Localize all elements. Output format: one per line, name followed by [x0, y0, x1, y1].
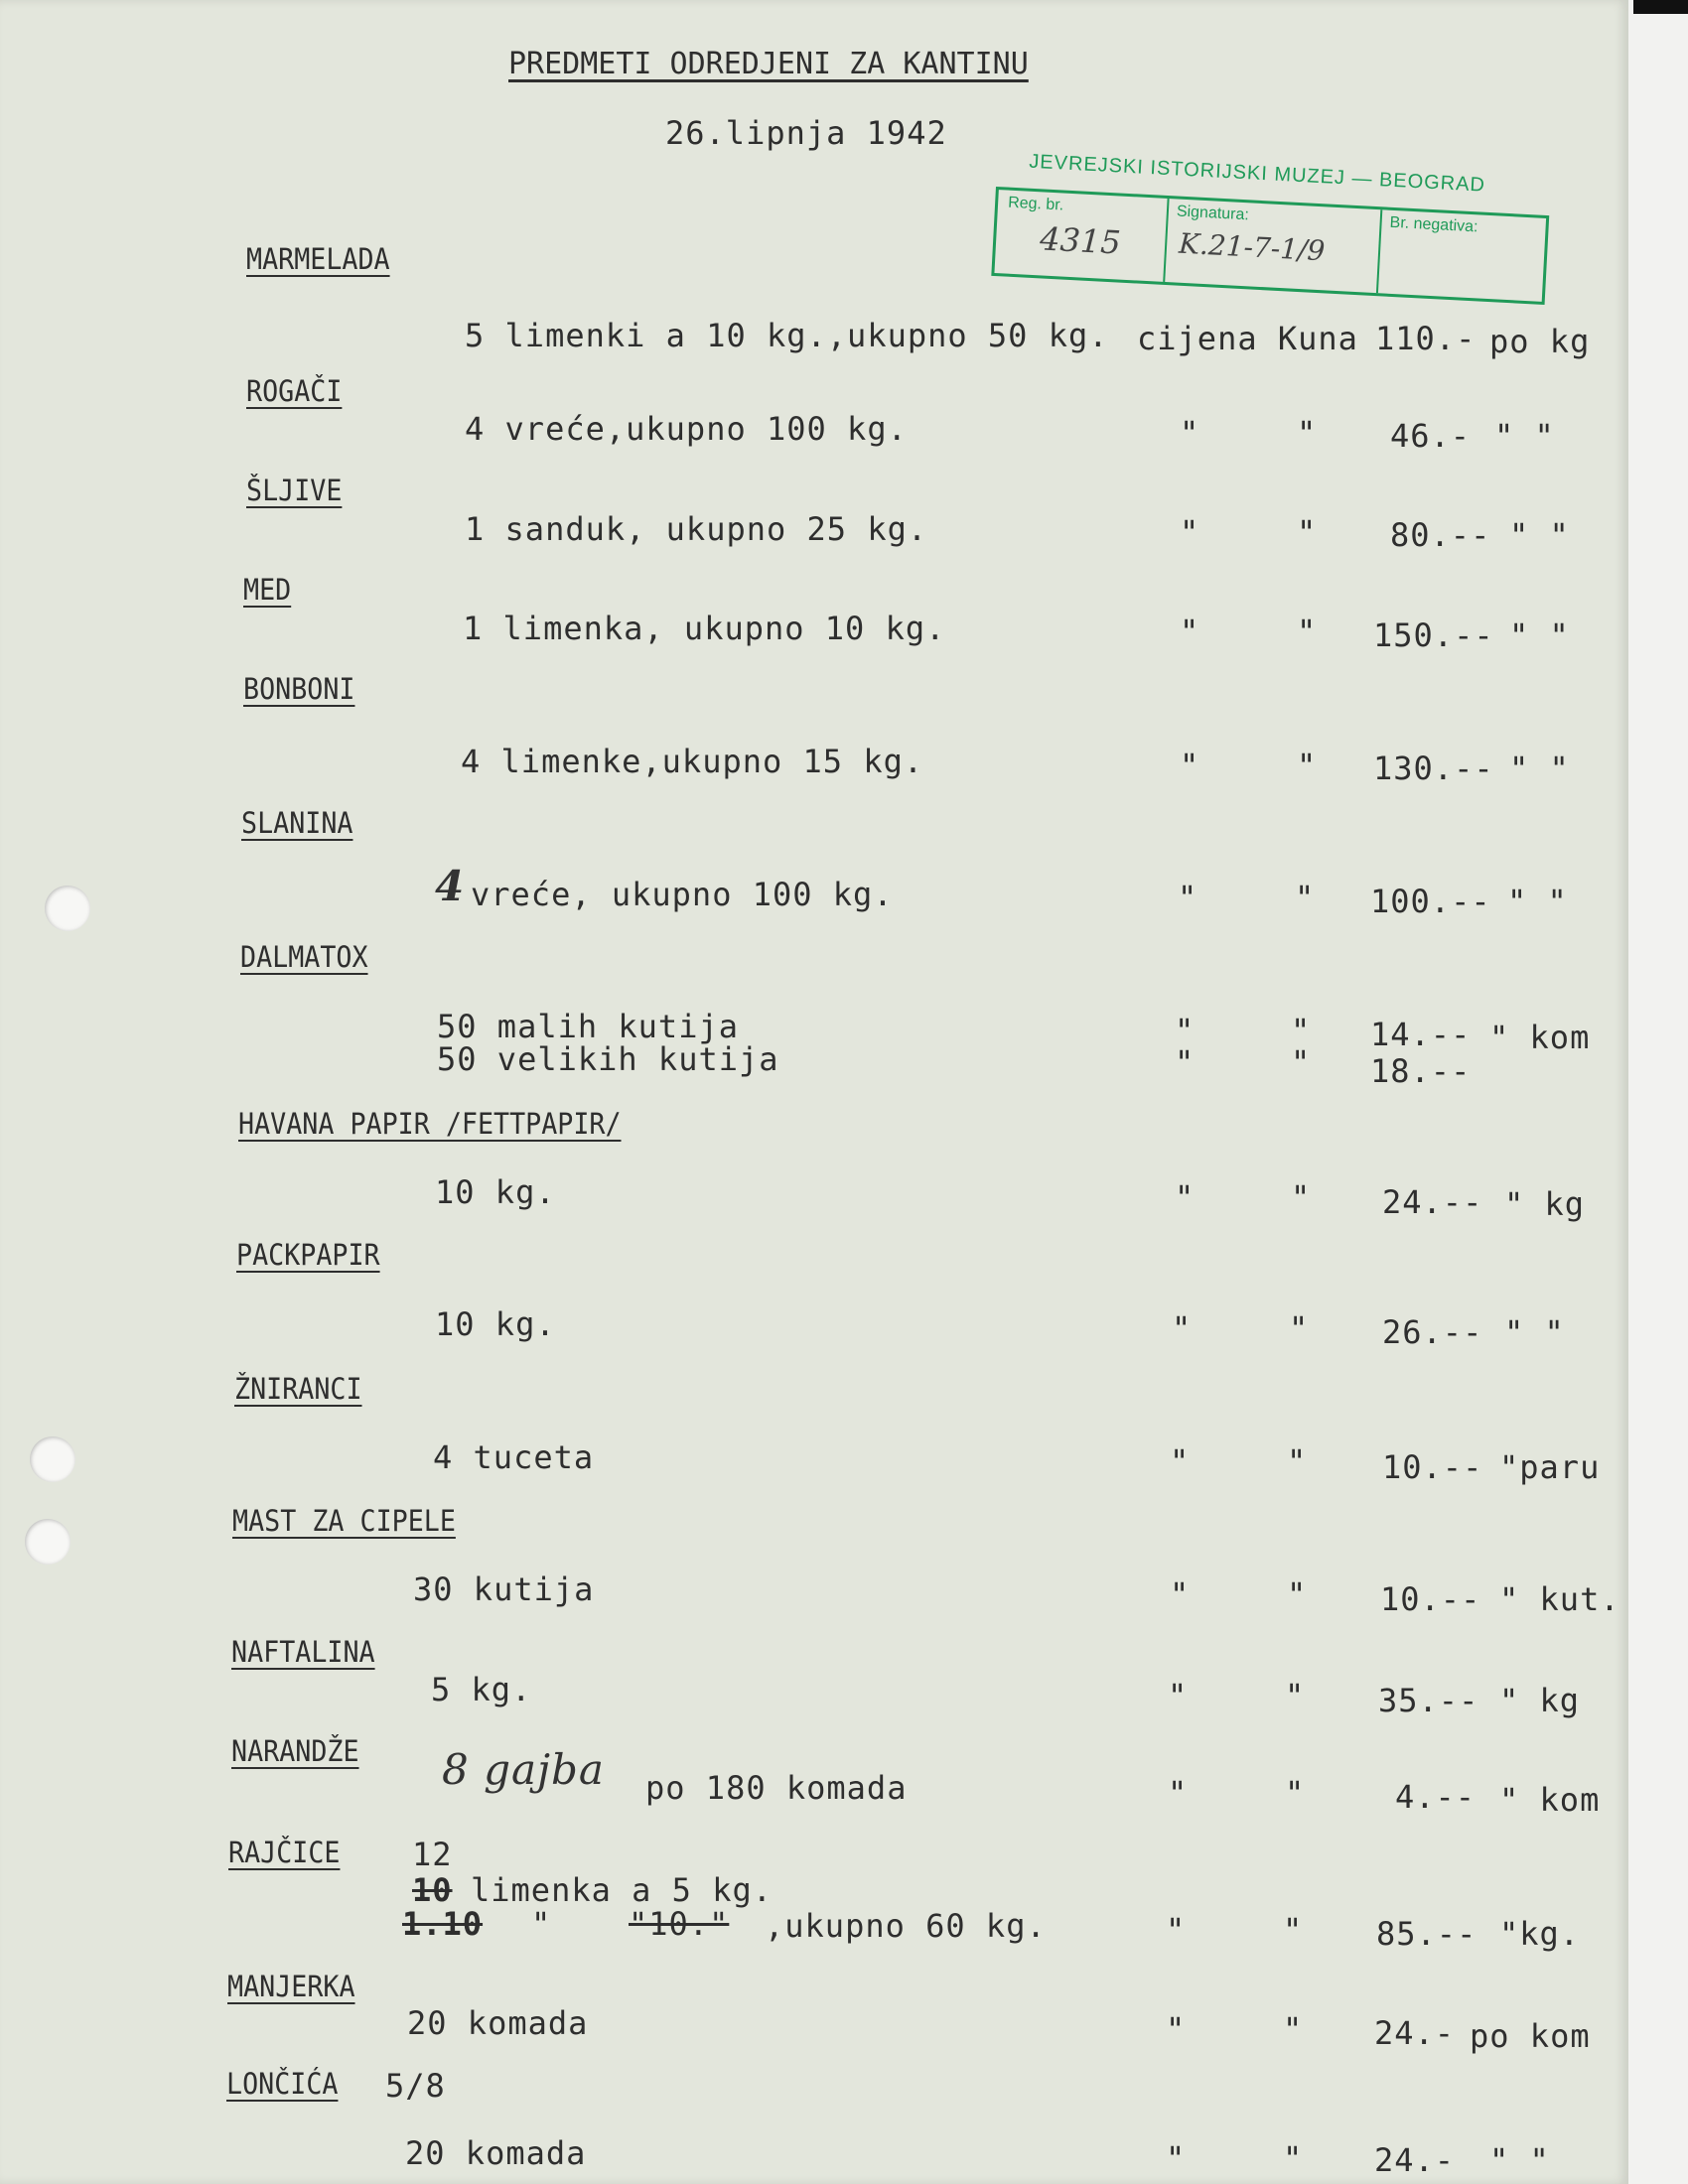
ditto-mark: "	[1285, 1774, 1306, 1812]
document-date: 26.lipnja 1942	[665, 114, 947, 152]
item-price-2: 18.--	[1370, 1052, 1472, 1090]
item-description: 50 malih kutija	[437, 1008, 739, 1045]
item-unit: "kg.	[1499, 1915, 1581, 1953]
item-description: 4 limenke,ukupno 15 kg.	[461, 743, 924, 780]
item-description: limenka a 5 kg.	[471, 1871, 773, 1909]
stamp-sig-cell	[1163, 199, 1382, 293]
item-name: ROGAČI	[246, 374, 343, 408]
item-price: 10.--	[1382, 1448, 1483, 1486]
stamp-box	[991, 187, 1549, 305]
ditto-mark: "	[1170, 1575, 1191, 1613]
stamp-neg-label: Br. negativa:	[1389, 213, 1478, 236]
item-name: DALMATOX	[240, 940, 368, 974]
ditto-mark: "	[1287, 1575, 1308, 1613]
ditto-mark: "	[1166, 2139, 1187, 2177]
item-unit: "paru	[1499, 1448, 1601, 1486]
item-price: 46.-	[1390, 417, 1472, 455]
ditto-mark: "	[1180, 613, 1200, 650]
stamp-reg-cell	[994, 190, 1169, 282]
item-name: ŽNIRANCI	[234, 1372, 362, 1406]
item-description: vreće, ukupno 100 kg.	[471, 876, 894, 913]
struck-number: 10	[412, 1871, 453, 1909]
item-price: 150.--	[1373, 616, 1494, 654]
ditto-mark: "	[1283, 2139, 1304, 2177]
stamp-neg-cell	[1376, 209, 1543, 301]
item-price: 100.--	[1370, 883, 1491, 920]
item-description-2: 50 velikih kutija	[437, 1040, 779, 1078]
ditto-mark: "	[1180, 513, 1200, 551]
item-price: 10.--	[1380, 1580, 1481, 1618]
ditto-mark: "	[1178, 879, 1198, 916]
item-description: 20 komada	[407, 2004, 589, 2042]
item-unit: " kut.	[1499, 1580, 1620, 1618]
ditto-mark: "	[1172, 1309, 1193, 1347]
item-name: MAST ZA CIPELE	[232, 1504, 456, 1538]
ditto-mark: "	[1175, 1012, 1196, 1049]
punch-hole	[30, 1436, 75, 1482]
ditto-mark: "	[1180, 414, 1200, 452]
struck-number: 1.10	[402, 1905, 484, 1943]
museum-stamp	[990, 149, 1553, 327]
item-unit: " "	[1509, 750, 1570, 787]
item-name: MED	[243, 573, 292, 607]
item-name: RAJČICE	[228, 1836, 341, 1869]
ditto-mark: "	[1291, 1178, 1312, 1216]
ditto-mark: "	[1175, 1043, 1196, 1081]
document-title: PREDMETI ODREDJENI ZA KANTINU	[508, 47, 1029, 81]
item-price-label: cijena Kuna	[1137, 320, 1358, 357]
item-unit: " kom	[1489, 1019, 1591, 1056]
ditto-mark: "	[1297, 747, 1318, 784]
stamp-sig-label: Signatura:	[1176, 203, 1250, 224]
scan-margin	[1628, 0, 1688, 2184]
handwritten-quantity: 4	[435, 862, 466, 910]
item-description: 10 kg.	[435, 1305, 556, 1343]
handwritten-quantity: 8 gajba	[442, 1745, 605, 1794]
item-price: 24.-	[1374, 2014, 1456, 2052]
ditto-mark: "	[1291, 1012, 1312, 1049]
item-name-suffix: 5/8	[385, 2067, 446, 2105]
item-description-2: ,ukupno 60 kg.	[765, 1907, 1047, 1945]
item-unit: " "	[1509, 516, 1570, 554]
item-unit: " "	[1509, 616, 1570, 654]
ditto-mark: "	[1289, 1309, 1310, 1347]
ditto-mark: "	[1297, 513, 1318, 551]
item-description: 1 sanduk, ukupno 25 kg.	[465, 510, 928, 548]
item-price: 14.--	[1370, 1016, 1472, 1053]
item-unit: " "	[1489, 2141, 1550, 2179]
item-description: po 180 komada	[645, 1769, 908, 1807]
item-unit: " kg	[1499, 1682, 1581, 1719]
item-price: 85.--	[1376, 1915, 1477, 1953]
item-price: 26.--	[1382, 1313, 1483, 1351]
item-price: 24.--	[1382, 1183, 1483, 1221]
item-unit: " "	[1504, 1313, 1565, 1351]
item-description: 10 kg.	[435, 1173, 556, 1211]
ditto-mark: "	[1283, 2010, 1304, 2048]
struck-quantity: "10."	[629, 1905, 730, 1943]
item-name: BONBONI	[243, 672, 355, 706]
ditto-mark: "	[1166, 2010, 1187, 2048]
item-name: MANJERKA	[227, 1970, 355, 2003]
item-description: 4 tuceta	[433, 1438, 595, 1476]
item-unit: " kom	[1499, 1781, 1601, 1819]
item-name: SLANINA	[241, 806, 353, 840]
ditto-mark: "	[1168, 1774, 1189, 1812]
punch-hole	[45, 886, 90, 931]
item-name: HAVANA PAPIR /FETTPAPIR/	[238, 1107, 622, 1141]
ditto-mark: "	[531, 1905, 552, 1943]
ditto-mark: "	[1166, 1911, 1187, 1949]
item-unit: " kg	[1504, 1185, 1586, 1223]
item-description: 4 vreće,ukupno 100 kg.	[465, 410, 908, 448]
ditto-mark: "	[1297, 613, 1318, 650]
ditto-mark: "	[1291, 1043, 1312, 1081]
item-name: NARANDŽE	[231, 1734, 359, 1768]
item-unit: " "	[1494, 417, 1555, 455]
item-price: 130.--	[1373, 750, 1494, 787]
ditto-mark: "	[1283, 1911, 1304, 1949]
item-description: 30 kutija	[413, 1570, 595, 1608]
item-description: 20 komada	[405, 2134, 587, 2172]
ditto-mark: "	[1287, 1442, 1308, 1480]
ditto-mark: "	[1170, 1442, 1191, 1480]
item-name: MARMELADA	[246, 242, 390, 276]
item-unit: " "	[1507, 883, 1568, 920]
stamp-sig-value: K.21-7-1/9	[1178, 226, 1327, 268]
ditto-mark: "	[1295, 879, 1316, 916]
handwritten-number: 12	[412, 1836, 453, 1873]
ditto-mark: "	[1285, 1677, 1306, 1714]
stamp-reg-value: 4315	[1039, 219, 1122, 262]
item-price: 24.-	[1374, 2141, 1456, 2179]
item-price: 110.-	[1375, 320, 1477, 357]
ditto-mark: "	[1180, 747, 1200, 784]
scan-edge	[1633, 0, 1688, 14]
item-name: NAFTALINA	[231, 1635, 375, 1669]
item-price: 35.--	[1378, 1682, 1479, 1719]
ditto-mark: "	[1175, 1178, 1196, 1216]
item-unit: po kg	[1489, 323, 1591, 360]
item-price: 80.--	[1390, 516, 1491, 554]
item-name: ŠLJIVE	[246, 474, 343, 507]
item-description: 1 limenka, ukupno 10 kg.	[463, 610, 946, 647]
ditto-mark: "	[1297, 414, 1318, 452]
ditto-mark: "	[1168, 1677, 1189, 1714]
punch-hole	[25, 1519, 70, 1565]
item-description: 5 kg.	[431, 1671, 532, 1708]
stamp-reg-label: Reg. br.	[1007, 194, 1064, 214]
item-price: 4.--	[1395, 1778, 1477, 1816]
item-name: LONČIĆA	[226, 2067, 339, 2101]
item-name: PACKPAPIR	[236, 1238, 380, 1272]
item-description: 5 limenki a 10 kg.,ukupno 50 kg.	[465, 317, 1109, 354]
stamp-institution: JEVREJSKI ISTORIJSKI MUZEJ — BEOGRAD	[1028, 150, 1486, 197]
item-unit: po kom	[1470, 2017, 1591, 2055]
